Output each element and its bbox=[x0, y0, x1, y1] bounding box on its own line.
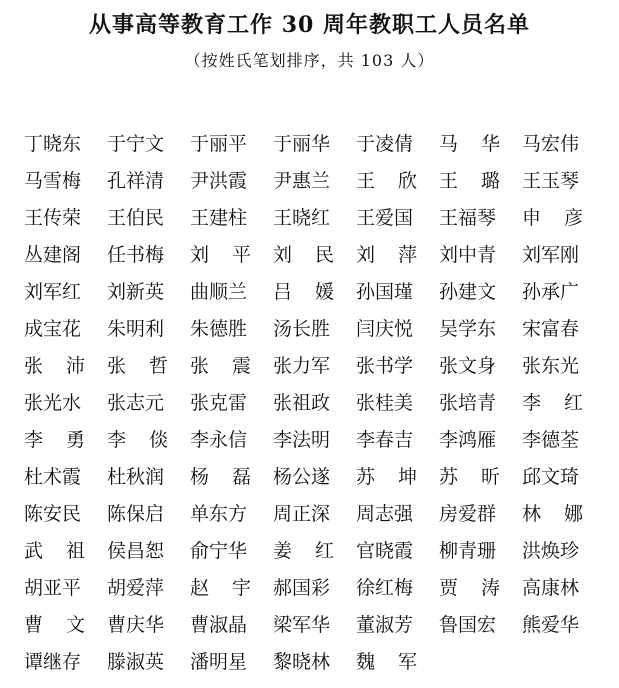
staff-name: 周志强 bbox=[356, 503, 414, 525]
staff-name: 汤长胜 bbox=[273, 318, 331, 340]
staff-name: 于宁文 bbox=[107, 133, 165, 155]
staff-name: 宋富春 bbox=[522, 318, 580, 340]
staff-name: 周正深 bbox=[273, 503, 331, 525]
staff-name: 王福琴 bbox=[439, 207, 497, 229]
staff-name: 王 欣 bbox=[356, 170, 418, 192]
staff-name: 朱德胜 bbox=[190, 318, 248, 340]
staff-name: 刘军刚 bbox=[522, 244, 580, 266]
staff-name: 郝国彩 bbox=[273, 577, 331, 599]
staff-name: 苏 坤 bbox=[356, 466, 418, 488]
staff-name: 李永信 bbox=[190, 429, 248, 451]
staff-name: 魏 军 bbox=[356, 651, 418, 673]
staff-name: 曹 文 bbox=[24, 614, 86, 636]
page-title: 从事高等教育工作 30 周年教职工人员名单 bbox=[89, 12, 530, 38]
staff-name: 李 勇 bbox=[24, 429, 86, 451]
staff-name: 张 哲 bbox=[107, 355, 169, 377]
staff-name: 张培青 bbox=[439, 392, 497, 414]
staff-name: 单东方 bbox=[190, 503, 248, 525]
staff-name: 马宏伟 bbox=[522, 133, 580, 155]
staff-name: 曹庆华 bbox=[107, 614, 165, 636]
staff-name: 谭继存 bbox=[24, 651, 82, 673]
staff-name: 王晓红 bbox=[273, 207, 331, 229]
staff-name: 任书梅 bbox=[107, 244, 165, 266]
staff-name: 鲁国宏 bbox=[439, 614, 497, 636]
staff-name: 杜术霞 bbox=[24, 466, 82, 488]
staff-name: 陈安民 bbox=[24, 503, 82, 525]
staff-name: 张文身 bbox=[439, 355, 497, 377]
staff-name: 刘 平 bbox=[190, 244, 252, 266]
staff-name: 马 华 bbox=[439, 133, 501, 155]
staff-name: 王玉琴 bbox=[522, 170, 580, 192]
staff-name: 曲顺兰 bbox=[190, 281, 248, 303]
staff-name: 闫庆悦 bbox=[356, 318, 414, 340]
staff-name: 刘 萍 bbox=[356, 244, 418, 266]
staff-name: 房爱群 bbox=[439, 503, 497, 525]
staff-name: 吴学东 bbox=[439, 318, 497, 340]
staff-name: 刘新英 bbox=[107, 281, 165, 303]
staff-name: 于凌倩 bbox=[356, 133, 414, 155]
staff-name: 邱文琦 bbox=[522, 466, 580, 488]
staff-name: 张祖政 bbox=[273, 392, 331, 414]
staff-name: 张力军 bbox=[273, 355, 331, 377]
staff-name: 王伯民 bbox=[107, 207, 165, 229]
staff-name: 俞宁华 bbox=[190, 540, 248, 562]
staff-name: 张书学 bbox=[356, 355, 414, 377]
staff-name: 尹洪霞 bbox=[190, 170, 248, 192]
staff-name: 孙承广 bbox=[522, 281, 580, 303]
staff-name: 张 沛 bbox=[24, 355, 86, 377]
staff-name: 申 彦 bbox=[522, 207, 584, 229]
staff-name: 官晓霞 bbox=[356, 540, 414, 562]
staff-name: 高康林 bbox=[522, 577, 580, 599]
staff-name: 张东光 bbox=[522, 355, 580, 377]
staff-name: 潘明星 bbox=[190, 651, 248, 673]
staff-name: 刘军红 bbox=[24, 281, 82, 303]
staff-name: 杨公遂 bbox=[273, 466, 331, 488]
page-subtitle: （按姓氏笔划排序，共 103 人） bbox=[184, 51, 435, 70]
staff-name: 张志元 bbox=[107, 392, 165, 414]
staff-name: 孔祥清 bbox=[107, 170, 165, 192]
staff-name: 赵 宇 bbox=[190, 577, 252, 599]
staff-name: 成宝花 bbox=[24, 318, 82, 340]
staff-name: 吕 媛 bbox=[273, 281, 335, 303]
staff-name: 杜秋润 bbox=[107, 466, 165, 488]
staff-name: 张桂美 bbox=[356, 392, 414, 414]
staff-name: 陈保启 bbox=[107, 503, 165, 525]
staff-name: 黎晓林 bbox=[273, 651, 331, 673]
names-list bbox=[24, 126, 604, 681]
staff-name: 王 璐 bbox=[439, 170, 501, 192]
staff-name: 李 红 bbox=[522, 392, 584, 414]
staff-name: 张克雷 bbox=[190, 392, 248, 414]
staff-name: 董淑芳 bbox=[356, 614, 414, 636]
staff-name: 丁晓东 bbox=[24, 133, 82, 155]
staff-name: 徐红梅 bbox=[356, 577, 414, 599]
staff-name: 柳青珊 bbox=[439, 540, 497, 562]
staff-name: 李春吉 bbox=[356, 429, 414, 451]
staff-name: 马雪梅 bbox=[24, 170, 82, 192]
staff-name: 王建柱 bbox=[190, 207, 248, 229]
staff-name: 梁军华 bbox=[273, 614, 331, 636]
staff-name: 苏 昕 bbox=[439, 466, 501, 488]
staff-name: 丛建阁 bbox=[24, 244, 82, 266]
staff-name: 尹惠兰 bbox=[273, 170, 331, 192]
staff-name: 李 倓 bbox=[107, 429, 169, 451]
staff-name: 孙国瑾 bbox=[356, 281, 414, 303]
staff-name: 滕淑英 bbox=[107, 651, 165, 673]
staff-name: 刘中青 bbox=[439, 244, 497, 266]
staff-name: 洪焕珍 bbox=[522, 540, 580, 562]
staff-name: 杨 磊 bbox=[190, 466, 252, 488]
staff-name: 姜 红 bbox=[273, 540, 335, 562]
staff-name: 侯昌恕 bbox=[107, 540, 165, 562]
staff-name: 刘 民 bbox=[273, 244, 335, 266]
staff-name: 王爱国 bbox=[356, 207, 414, 229]
staff-name: 林 娜 bbox=[522, 503, 584, 525]
staff-name: 胡爱萍 bbox=[107, 577, 165, 599]
staff-name: 李鸿雁 bbox=[439, 429, 497, 451]
staff-name: 李法明 bbox=[273, 429, 331, 451]
staff-name: 王传荣 bbox=[24, 207, 82, 229]
staff-name: 于丽平 bbox=[190, 133, 248, 155]
staff-name: 胡亚平 bbox=[24, 577, 82, 599]
staff-name: 李德荃 bbox=[522, 429, 580, 451]
staff-name: 熊爱华 bbox=[522, 614, 580, 636]
staff-name: 武 祖 bbox=[24, 540, 86, 562]
staff-name: 朱明利 bbox=[107, 318, 165, 340]
staff-name: 张 震 bbox=[190, 355, 252, 377]
staff-name: 张光水 bbox=[24, 392, 82, 414]
staff-name: 孙建文 bbox=[439, 281, 497, 303]
staff-name: 贾 涛 bbox=[439, 577, 501, 599]
staff-name: 于丽华 bbox=[273, 133, 331, 155]
staff-name: 曹淑晶 bbox=[190, 614, 248, 636]
